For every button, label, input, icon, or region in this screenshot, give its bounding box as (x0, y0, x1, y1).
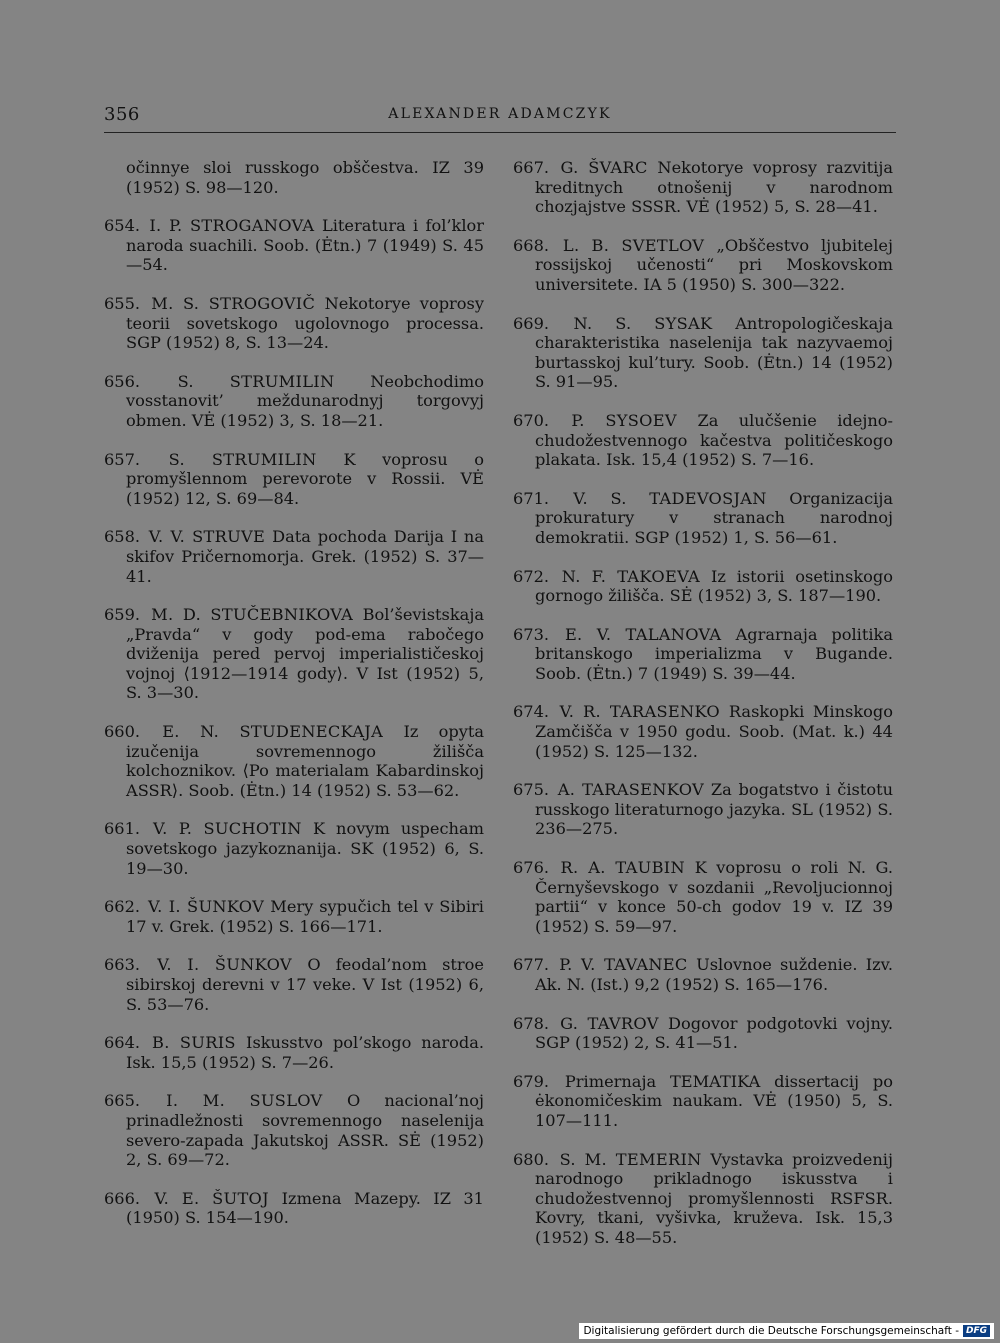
bibliography-entry (104, 216, 484, 275)
entry-author: L. B. SVETLOV (562, 235, 717, 255)
entry-number: 663. (104, 955, 156, 975)
bibliography-entry (513, 411, 893, 470)
entry-number: 662. (104, 897, 146, 917)
entry-text: očinnye sloi russkogo obščestva. IZ 39 (1952) S. 98—120. (126, 158, 484, 197)
running-head: ALEXANDER ADAMCZYK (388, 106, 612, 122)
entry-number: 656. (104, 371, 176, 391)
entry-author: V. P. SUCHOTIN (153, 819, 313, 839)
entry-author: B. SURIS (152, 1033, 247, 1053)
entry-text: Antropologičeskaja charakteristika naselenija tak nazyvaemoj burtasskoj kul’tury. Soob. (Ėtn.) 14 (1952) S. 91—95. (535, 313, 893, 392)
entry-author: V. I. ŠUNKOV (147, 897, 271, 917)
entry-text: O nacional’noj prinadležnosti sovremennogo naselenija severo-zapada Jakutskoj ASSR. SĖ (1952) 2, S. 69—72. (126, 1091, 484, 1170)
entry-number: 678. (513, 1013, 559, 1033)
entry-number: 660. (104, 722, 161, 742)
entry-text: K voprosu o roli N. G. Černyševskogo v sozdanii „Revoljucionnoj partii“ v konce 50-ch godov 19 v. IZ 39 (1952) S. 59—97. (535, 858, 893, 936)
entry-author: N. F. TAKOEVA (561, 566, 712, 586)
bibliography-entry (104, 450, 484, 509)
entry-number: 673. (513, 624, 563, 644)
bibliography-entry (513, 567, 893, 606)
entry-text: Agrarnaja politika britanskogo imperializma v Bugande. Soob. (Ėtn.) 7 (1949) S. 39—44. (535, 624, 893, 683)
entry-number: 657. (104, 449, 167, 469)
entry-number: 676. (513, 858, 559, 878)
bibliography-entry (513, 702, 893, 761)
entry-author: V. E. ŠUTOJ (154, 1188, 282, 1208)
entry-text: Za bogatstvo i čistotu russkogo literaturnogo jazyka. SL (1952) S. 236—275. (535, 780, 893, 839)
bibliography-entry (513, 236, 893, 295)
left-column (104, 158, 484, 1247)
entry-number: 679. (513, 1071, 563, 1091)
bibliography-entry (104, 722, 484, 800)
entry-text: Literatura i fol’klor naroda suachili. Soob. (Ėtn.) 7 (1949) S. 45—54. (126, 216, 484, 275)
entry-author: V. V. STRUVE (148, 527, 273, 547)
entry-text: Neobchodimo vosstanovit’ meždunarodnyj torgovyj obmen. VĖ (1952) 3, S. 18—21. (126, 371, 484, 430)
bibliography-entry (104, 819, 484, 878)
entry-number: 674. (513, 702, 558, 722)
entry-number: 669. (513, 313, 572, 333)
entry-author: P. SYSOEV (571, 410, 698, 430)
bibliography-entry (104, 955, 484, 1014)
bibliography-entry (104, 1091, 484, 1169)
entry-text: Za ulučšenie idejno-chudožestvennogo kačestva političeskogo plakata. Isk. 15,4 (1952) S. 7—16. (535, 410, 893, 470)
bibliography-entry (513, 955, 893, 994)
entry-text: Iz istorii osetinskogo gornogo žilišča. SĖ (1952) 3, S. 187—190. (535, 566, 893, 606)
entry-text: Data pochoda Darija I na skifov Pričernomorja. Grek. (1952) S. 37—41. (126, 527, 484, 586)
bibliography-entry (513, 1150, 893, 1248)
entry-author: V. S. TADEVOSJAN (573, 488, 790, 508)
entry-number: 666. (104, 1188, 153, 1208)
bibliography-entry (104, 527, 484, 586)
bibliography-entry (513, 858, 893, 936)
page-header (104, 104, 896, 133)
bibliography-entry (104, 294, 484, 353)
entry-text: Raskopki Minskogo Zamčišča v 1950 godu. Soob. (Mat. k.) 44 (1952) S. 125—132. (535, 702, 893, 761)
entry-number: 677. (513, 955, 558, 975)
entry-author: S. STRUMILIN (168, 449, 344, 469)
entry-text: Izmena Mazepy. IZ 31 (1950) S. 154—190. (126, 1188, 484, 1228)
entry-author: I. P. STROGANOVA (149, 216, 322, 236)
right-column (513, 158, 893, 1267)
entry-author: V. R. TARASENKO (559, 702, 729, 722)
entry-text: K novym uspecham sovetskogo jazykoznanija. SK (1952) 6, S. 19—30. (126, 819, 484, 878)
bibliography-entry (513, 625, 893, 684)
entry-text: Bol’ševistskaja „Pravda“ v gody pod-ema rabočego dviženija pered pervoj imperialističeskoj vojnoj ⟨1912—1914 gody⟩. V Ist (1952) 5, S. 3—30. (126, 605, 484, 703)
entry-author: V. I. ŠUNKOV (157, 955, 308, 975)
entry-text: Organizacija prokuratury v stranach narodnoj demokratii. SGP (1952) 1, S. 56—61. (535, 488, 893, 547)
entry-number: 659. (104, 605, 150, 625)
entry-author: I. M. SUSLOV (166, 1091, 347, 1111)
entry-number: 654. (104, 216, 148, 236)
entry-author: R. A. TAUBIN (560, 858, 695, 878)
dfg-logo: DFG (963, 1325, 990, 1337)
entry-text: Nekotorye voprosy razvitija kreditnych otnošenij v narodnom chozjajstve SSSR. VĖ (1952) 5, S. 28—41. (535, 158, 893, 217)
entry-number: 655. (104, 293, 150, 313)
entry-author: N. S. SYSAK (573, 313, 736, 333)
entry-number: 675. (513, 780, 556, 800)
entry-text: „Obščestvo ljubitelej rossijskoj učenosti“ pri Moskovskom universitete. IA 5 (1950) S. 300—322. (535, 235, 893, 294)
entry-number: 665. (104, 1091, 165, 1111)
entry-author: S. M. TEMERIN (559, 1149, 711, 1169)
digitization-footer (579, 1323, 994, 1339)
entry-text: Iz opyta izučenija sovremennogo žilišča kolchoznikov. ⟨Po materialam Kabardinskoj ASSR⟩. Soob. (Ėtn.) 14 (1952) S. 53—62. (126, 722, 484, 800)
entry-text: K voprosu o promyšlennom perevorote v Rossii. VĖ (1952) 12, S. 69—84. (126, 449, 484, 508)
bibliography-entry (513, 489, 893, 548)
entry-author: E. V. TALANOVA (564, 624, 736, 644)
bibliography-entry (513, 1014, 893, 1053)
bibliography-entry (513, 780, 893, 839)
entry-author: G. ŠVARC (560, 158, 658, 177)
entry-number: 668. (513, 235, 561, 255)
entry-author: E. N. STUDENECKAJA (162, 722, 404, 742)
entry-author: M. D. STUČEBNIKOVA (151, 605, 363, 625)
bibliography-entry (513, 158, 893, 217)
entry-text: Mery sypučich tel v Sibiri 17 v. Grek. (1952) S. 166—171. (126, 897, 484, 936)
entry-text: Iskusstvo pol’skogo naroda. Isk. 15,5 (1952) S. 7—26. (126, 1033, 485, 1072)
entry-text: Primernaja TEMATIKA dissertacij po ėkonomičeskim naukam. VĖ (1950) 5, S. 107—111. (535, 1071, 893, 1130)
entry-author: G. TAVROV (560, 1013, 669, 1033)
entry-author: A. TARASENKOV (557, 780, 711, 800)
entry-text: Vystavka proizvedenij narodnogo prikladnogo iskusstva i chudožestvennoj promyšlennosti RSFSR. Kovry, tkani, vyšivka, kruževa. Isk. 15,3 (1952) S. 48—55. (535, 1149, 893, 1247)
footer-text: Digitalisierung gefördert durch die Deutsche Forschungsgemeinschaft - (583, 1325, 959, 1337)
entry-number: 664. (104, 1033, 150, 1053)
entry-number: 667. (513, 158, 559, 177)
bibliography-entry (104, 158, 484, 197)
bibliography-entry (513, 1072, 893, 1131)
entry-text: O feodal’nom stroe sibirskoj derevni v 17 veke. V Ist (1952) 6, S. 53—76. (126, 955, 484, 1014)
entry-text: Dogovor podgotovki vojny. SGP (1952) 2, S. 41—51. (535, 1013, 894, 1053)
entry-text: Uslovnoe suždenie. Izv. Ak. N. (Ist.) 9,2 (1952) S. 165—176. (535, 955, 893, 994)
bibliography-entry (104, 1033, 484, 1072)
entry-number: 671. (513, 488, 572, 508)
bibliography-entry (104, 1189, 484, 1228)
bibliography-entry (104, 372, 484, 431)
entry-author: S. STRUMILIN (177, 371, 371, 391)
bibliography-entry (104, 605, 484, 703)
bibliography-entry (513, 314, 893, 392)
entry-number: 672. (513, 566, 560, 586)
entry-author: P. V. TAVANEC (559, 955, 697, 975)
entry-author: M. S. STROGOVIČ (151, 293, 325, 313)
bibliography-entry (104, 897, 484, 936)
page-number: 356 (104, 104, 140, 125)
entry-text: Nekotorye voprosy teorii sovetskogo ugolovnogo processa. SGP (1952) 8, S. 13—24. (126, 293, 484, 353)
entry-number: 670. (513, 410, 570, 430)
entry-number: 658. (104, 527, 147, 547)
entry-number: 661. (104, 819, 151, 839)
entry-number: 680. (513, 1149, 558, 1169)
